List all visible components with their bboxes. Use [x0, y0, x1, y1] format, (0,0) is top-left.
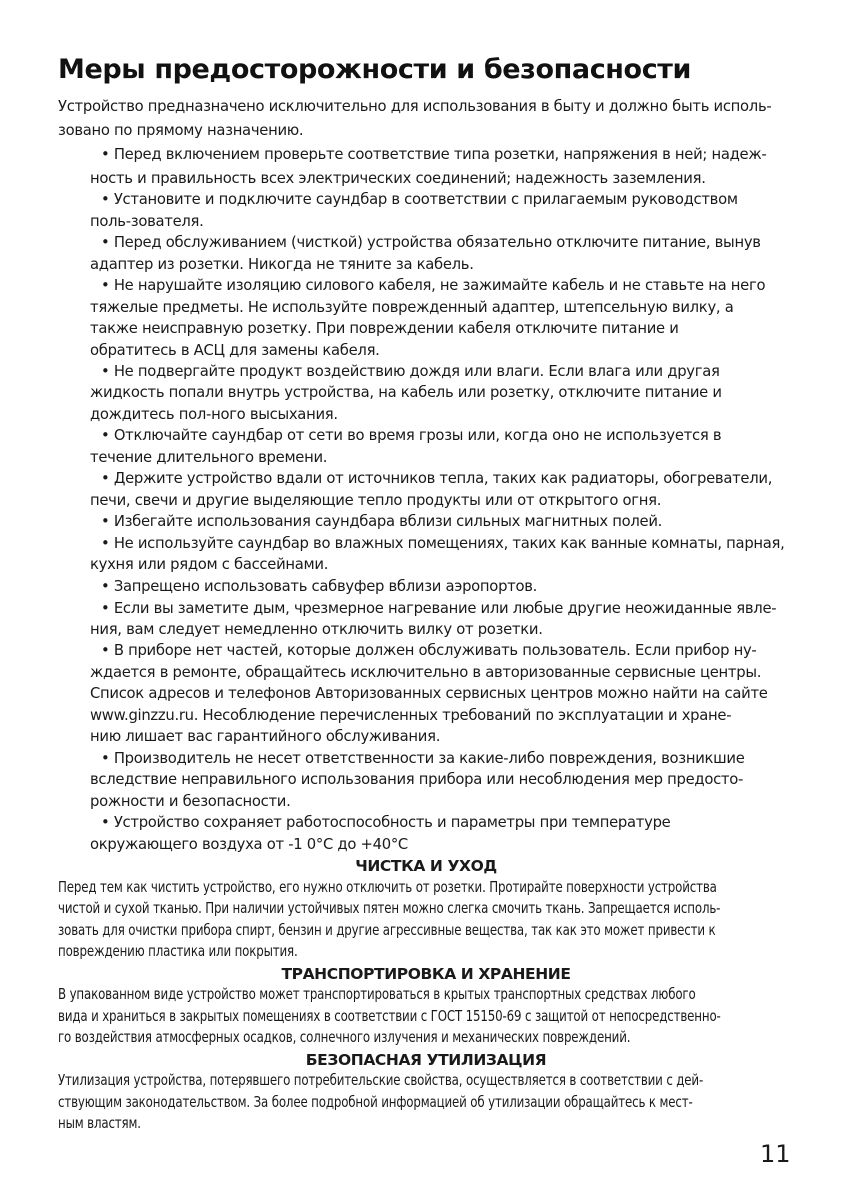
- precaution-line: • Не используйте саундбар во влажных помещениях, таких как ванные комнаты, парная,: [101, 535, 785, 552]
- precaution-line: жидкость попали внутрь устройства, на кабель или розетку, отключите питание и: [90, 384, 722, 401]
- precaution-line: печи, свечи и другие выделяющие тепло продукты или от открытого огня.: [90, 492, 662, 509]
- precaution-line: • Установите и подключите саундбар в соответствии с прилагаемым руководством: [101, 191, 738, 208]
- precaution-line: дождитесь пол-ного высыхания.: [90, 406, 338, 423]
- disposal-heading: БЕЗОПАСНАЯ УТИЛИЗАЦИЯ: [305, 1051, 547, 1069]
- disposal-line: Утилизация устройства, потерявшего потребительские свойства, осуществляется в соответствии с дей-: [58, 1072, 704, 1089]
- precaution-line: • Избегайте использования саундбара вблизи сильных магнитных полей.: [101, 513, 663, 530]
- precaution-line: окружающего воздуха от -1 0°С до +40°С: [90, 836, 408, 853]
- precaution-line: • Устройство сохраняет работоспособность и параметры при температуре: [101, 814, 671, 831]
- precaution-line: • Перед включением проверьте соответствие типа розетки, напряжения в ней; надеж-: [101, 146, 767, 163]
- precaution-line: • Производитель не несет ответственности за какие-либо повреждения, возникшие: [101, 750, 745, 767]
- precaution-line: • Не подвергайте продукт воздействию дождя или влаги. Если влага или другая: [101, 363, 720, 380]
- transport-line: В упакованном виде устройство может транспортироваться в крытых транспортных средствах любого: [58, 986, 696, 1003]
- precaution-line: • Перед обслуживанием (чисткой) устройства обязательно отключите питание, вынув: [101, 234, 761, 251]
- precaution-line: ждается в ремонте, обращайтесь исключительно в авторизованные сервисные центры.: [90, 664, 762, 681]
- precaution-line: кухня или рядом с бассейнами.: [90, 556, 329, 573]
- precaution-line: www.ginzzu.ru. Несоблюдение перечисленных требований по эксплуатации и хране-: [90, 707, 732, 724]
- page-title: Меры предосторожности и безопасности: [58, 54, 692, 85]
- precaution-line: также неисправную розетку. При повреждении кабеля отключите питание и: [90, 320, 679, 337]
- precaution-line: • Запрещено использовать сабвуфер вблизи аэропортов.: [101, 578, 538, 595]
- precaution-line: вследствие неправильного использования прибора или несоблюдения мер предосто-: [90, 771, 744, 788]
- precaution-line: Список адресов и телефонов Авторизованных сервисных центров можно найти на сайте: [90, 685, 768, 702]
- precaution-line: • Не нарушайте изоляцию силового кабеля, не зажимайте кабель и не ставьте на него: [101, 277, 766, 294]
- intro-line: зовано по прямому назначению.: [58, 122, 304, 139]
- precaution-line: ния, вам следует немедленно отключить вилку от розетки.: [90, 621, 543, 638]
- transport-line: го воздействия атмосферных осадков, солнечного излучения и механических повреждений.: [58, 1029, 631, 1046]
- precaution-line: адаптер из розетки. Никогда не тяните за кабель.: [90, 256, 474, 273]
- cleaning-line: чистой и сухой тканью. При наличии устойчивых пятен можно слегка смочить ткань. Запрещается исполь-: [58, 900, 721, 917]
- page-number: 11: [760, 1140, 791, 1168]
- transport-line: вида и храниться в закрытых помещениях в соответствии с ГОСТ 15150-69 с защитой от непосредственно-: [58, 1008, 721, 1025]
- precaution-line: • Держите устройство вдали от источников тепла, таких как радиаторы, обогреватели,: [101, 470, 773, 487]
- precaution-line: поль-зователя.: [90, 213, 204, 230]
- cleaning-heading: ЧИСТКА И УХОД: [355, 857, 497, 875]
- precaution-line: течение длительного времени.: [90, 449, 328, 466]
- cleaning-line: зовать для очистки прибора спирт, бензин и другие агрессивные вещества, так как это может привести к: [58, 922, 716, 939]
- intro-line: Устройство предназначено исключительно для использования в быту и должно быть исполь-: [58, 98, 772, 115]
- precaution-line: • Отключайте саундбар от сети во время грозы или, когда оно не используется в: [101, 427, 722, 444]
- precaution-line: • Если вы заметите дым, чрезмерное нагревание или любые другие неожиданные явле-: [101, 600, 777, 617]
- cleaning-line: Перед тем как чистить устройство, его нужно отключить от розетки. Протирайте поверхности устройства: [58, 879, 717, 896]
- precaution-line: рожности и безопасности.: [90, 793, 291, 810]
- precaution-line: • В приборе нет частей, которые должен обслуживать пользователь. Если прибор ну-: [101, 642, 757, 659]
- cleaning-line: повреждению пластика или покрытия.: [58, 943, 298, 960]
- precaution-line: обратитесь в АСЦ для замены кабеля.: [90, 342, 380, 359]
- precaution-line: ность и правильность всех электрических соединений; надежность заземления.: [90, 170, 706, 187]
- disposal-line: ствующим законодательством. За более подробной информацией об утилизации обращайтесь к мест-: [58, 1094, 693, 1111]
- precaution-line: тяжелые предметы. Не используйте поврежденный адаптер, штепсельную вилку, а: [90, 299, 734, 316]
- precaution-line: нию лишает вас гарантийного обслуживания.: [90, 728, 441, 745]
- disposal-line: ным властям.: [58, 1115, 141, 1132]
- transport-heading: ТРАНСПОРТИРОВКА И ХРАНЕНИЕ: [281, 965, 571, 983]
